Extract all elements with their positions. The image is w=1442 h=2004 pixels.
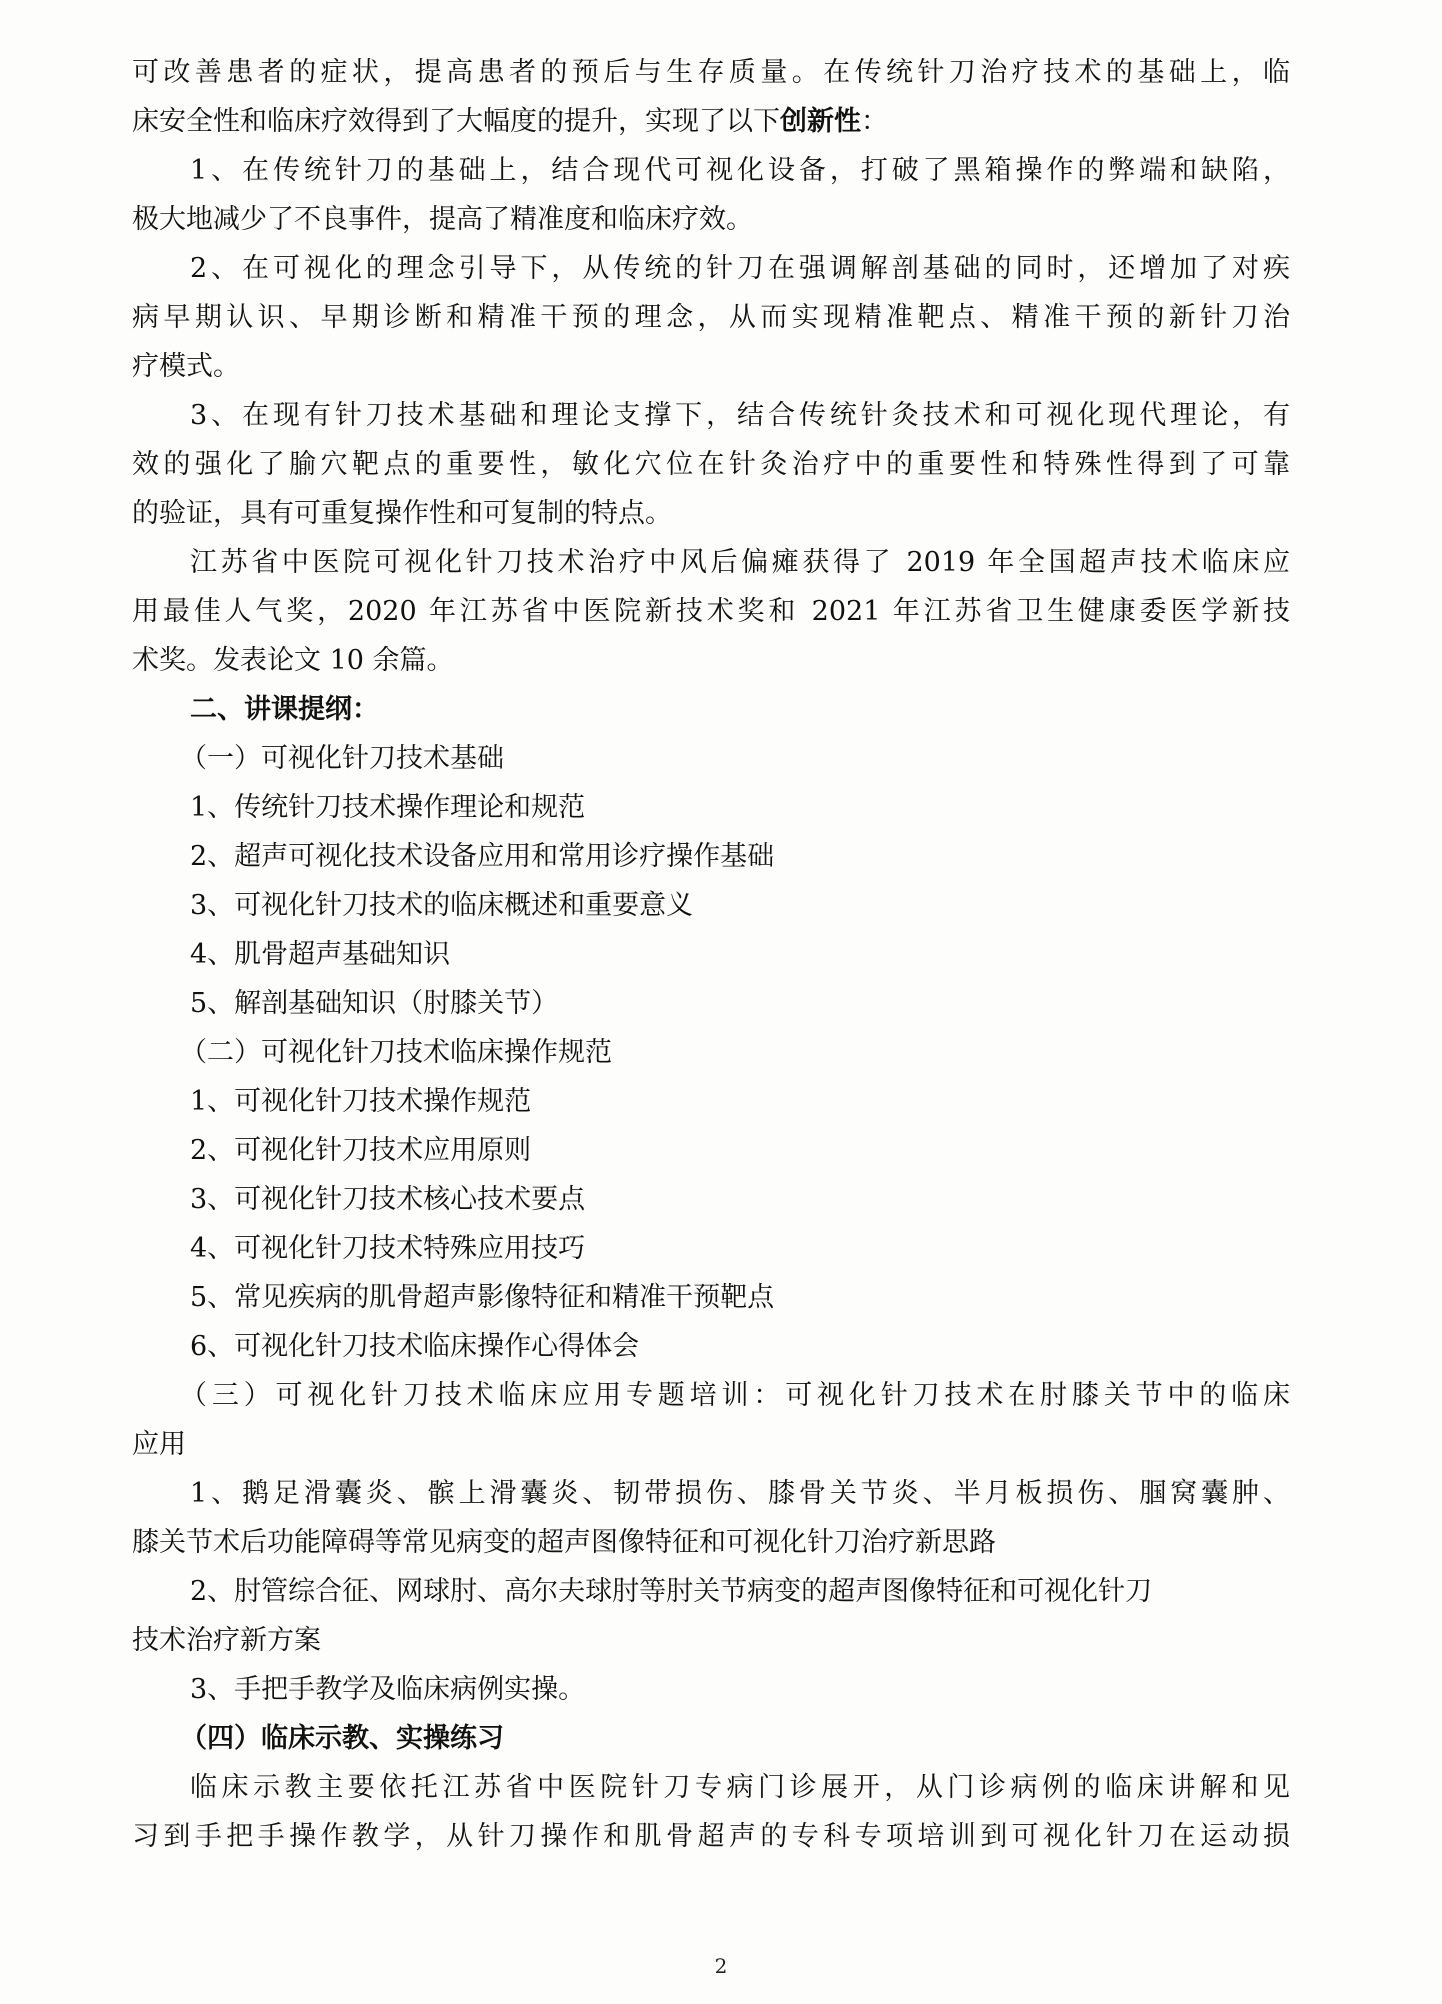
part2-item-2: 2、可视化针刀技术应用原则 xyxy=(190,1135,532,1166)
innovation-3-line-3: 的验证，具有可重复操作性和可复制的特点。 xyxy=(132,498,672,529)
innovation-2-line-3: 疗模式。 xyxy=(132,351,240,382)
part2-item-5: 5、常见疾病的肌骨超声影像特征和精准干预靶点 xyxy=(190,1282,775,1313)
part4-title: （四）临床示教、实操练习 xyxy=(180,1723,504,1754)
part3-title-line-1: （三）可视化针刀技术临床应用专题培训：可视化针刀技术在肘膝关节中的临床 xyxy=(180,1380,1290,1411)
awards-line-1: 江苏省中医院可视化针刀技术治疗中风后偏瘫获得了 2019 年全国超声技术临床应 xyxy=(190,547,1290,578)
page-number: 2 xyxy=(714,1954,728,1978)
part1-item-4: 4、肌骨超声基础知识 xyxy=(190,939,451,970)
part3-title-line-2: 应用 xyxy=(132,1429,186,1460)
outline-heading: 二、讲课提纲： xyxy=(190,694,379,725)
awards-line-2: 用最佳人气奖，2020 年江苏省中医院新技术奖和 2021 年江苏省卫生健康委医学新技 xyxy=(132,596,1290,627)
part1-title: （一）可视化针刀技术基础 xyxy=(180,743,504,774)
part1-item-2: 2、超声可视化技术设备应用和常用诊疗操作基础 xyxy=(190,841,775,872)
part3-item-2-line-2: 技术治疗新方案 xyxy=(132,1625,321,1656)
intro-line-2 xyxy=(132,97,1290,146)
part3-item-1-line-1: 1、鹅足滑囊炎、髌上滑囊炎、韧带损伤、膝骨关节炎、半月板损伤、腘窝囊肿、 xyxy=(190,1478,1290,1509)
innovation-3-line-1: 3、在现有针刀技术基础和理论支撑下，结合传统针灸技术和可视化现代理论，有 xyxy=(190,400,1290,431)
part2-title: （二）可视化针刀技术临床操作规范 xyxy=(180,1037,612,1068)
awards-line-3: 术奖。发表论文 10 余篇。 xyxy=(132,645,454,676)
innovation-2-line-2: 病早期认识、早期诊断和精准干预的理念，从而实现精准靶点、精准干预的新针刀治 xyxy=(132,302,1290,333)
innovation-1-line-1: 1、在传统针刀的基础上，结合现代可视化设备，打破了黑箱操作的弊端和缺陷， xyxy=(190,155,1290,186)
part4-line-1: 临床示教主要依托江苏省中医院针刀专病门诊展开，从门诊病例的临床讲解和见 xyxy=(190,1772,1290,1803)
part1-item-1: 1、传统针刀技术操作理论和规范 xyxy=(190,792,586,823)
part2-item-3: 3、可视化针刀技术核心技术要点 xyxy=(190,1184,586,1215)
innovation-3-line-2: 效的强化了腧穴靶点的重要性，敏化穴位在针灸治疗中的重要性和特殊性得到了可靠 xyxy=(132,449,1290,480)
part2-item-6: 6、可视化针刀技术临床操作心得体会 xyxy=(190,1331,640,1362)
part4-line-2: 习到手把手操作教学，从针刀操作和肌骨超声的专科专项培训到可视化针刀在运动损 xyxy=(132,1821,1290,1852)
intro-line-1: 可改善患者的症状，提高患者的预后与生存质量。在传统针刀治疗技术的基础上，临 xyxy=(132,57,1290,88)
innovation-emphasis: 创新性 xyxy=(780,106,861,137)
innovation-1-line-2: 极大地减少了不良事件，提高了精准度和临床疗效。 xyxy=(132,204,753,235)
innovation-2-line-1: 2、在可视化的理念引导下，从传统的针刀在强调解剖基础的同时，还增加了对疾 xyxy=(190,253,1290,284)
part3-item-3: 3、手把手教学及临床病例实操。 xyxy=(190,1674,586,1705)
intro-line-2-text: 床安全性和临床疗效得到了大幅度的提升，实现了以下 xyxy=(132,106,780,137)
part1-item-5: 5、解剖基础知识（肘膝关节） xyxy=(190,988,559,1019)
part3-item-2-line-1: 2、肘管综合征、网球肘、高尔夫球肘等肘关节病变的超声图像特征和可视化针刀 xyxy=(190,1576,1153,1607)
part2-item-1: 1、可视化针刀技术操作规范 xyxy=(190,1086,532,1117)
part3-item-1-line-2: 膝关节术后功能障碍等常见病变的超声图像特征和可视化针刀治疗新思路 xyxy=(132,1527,996,1558)
intro-line-2-colon: ： xyxy=(861,106,888,137)
part1-item-3: 3、可视化针刀技术的临床概述和重要意义 xyxy=(190,890,694,921)
part2-item-4: 4、可视化针刀技术特殊应用技巧 xyxy=(190,1233,586,1264)
